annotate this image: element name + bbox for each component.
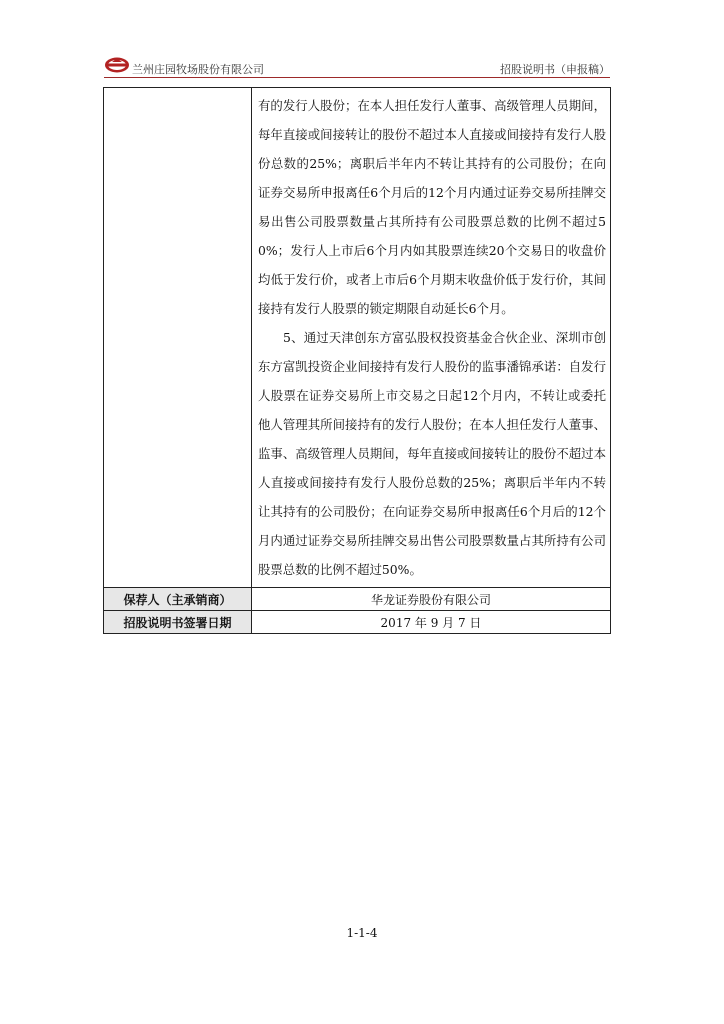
farm-logo-icon xyxy=(104,56,130,74)
document-type: 招股说明书（申报稿） xyxy=(500,63,610,76)
table-row xyxy=(104,88,611,588)
company-name: 兰州庄园牧场股份有限公司 xyxy=(132,63,264,76)
page-number: 1-1-4 xyxy=(346,926,378,940)
commitment-paragraph: 5、通过天津创东方富弘股权投资基金合伙企业、深圳市创东方富凯投资企业间接持有发行人股份的监事潘锦承诺：自发行人股票在证券交易所上市交易之日起12个月内，不转让或委托他人管理其所间接持有的发行人股份；在本人担任发行人董事、监事、高级管理人员期间，每年直接或间接转让的股份不超过本人直接或间接持有发行人股份总数的25%；离职后半年内不转让其持有的公司股份；在向证券交易所申报离任6个月后的12个月内通过证券交易所挂牌交易出售公司股票数量占其所持有公司股票总数的比例不超过50%。 xyxy=(258,330,606,577)
signing-date-value: 2017 年 9 月 7 日 xyxy=(252,611,611,634)
commitment-paragraph: 有的发行人股份；在本人担任发行人董事、高级管理人员期间，每年直接或间接转让的股份不超过本人直接或间接持有发行人股份总数的25%；离职后半年内不转让其持有的公司股份；在向证券交易所申报离任6个月后的12个月内通过证券交易所挂牌交易出售公司股票数量占其所持有公司股票总数的比例不超过50%；发行人上市后6个月内如其股票连续20个交易日的收盘价均低于发行价，或者上市后6个月期末收盘价低于发行价，其间接持有发行人股票的锁定期限自动延长6个月。 xyxy=(258,98,606,316)
empty-label-cell xyxy=(104,88,252,588)
header-divider xyxy=(104,77,610,78)
page-header xyxy=(104,56,610,78)
table-row xyxy=(104,611,611,634)
commitment-text-cell xyxy=(252,88,611,588)
sponsor-label: 保荐人（主承销商） xyxy=(104,588,252,611)
signing-date-label: 招股说明书签署日期 xyxy=(104,611,252,634)
sponsor-value: 华龙证券股份有限公司 xyxy=(252,588,611,611)
info-table xyxy=(103,87,611,634)
table-row xyxy=(104,588,611,611)
